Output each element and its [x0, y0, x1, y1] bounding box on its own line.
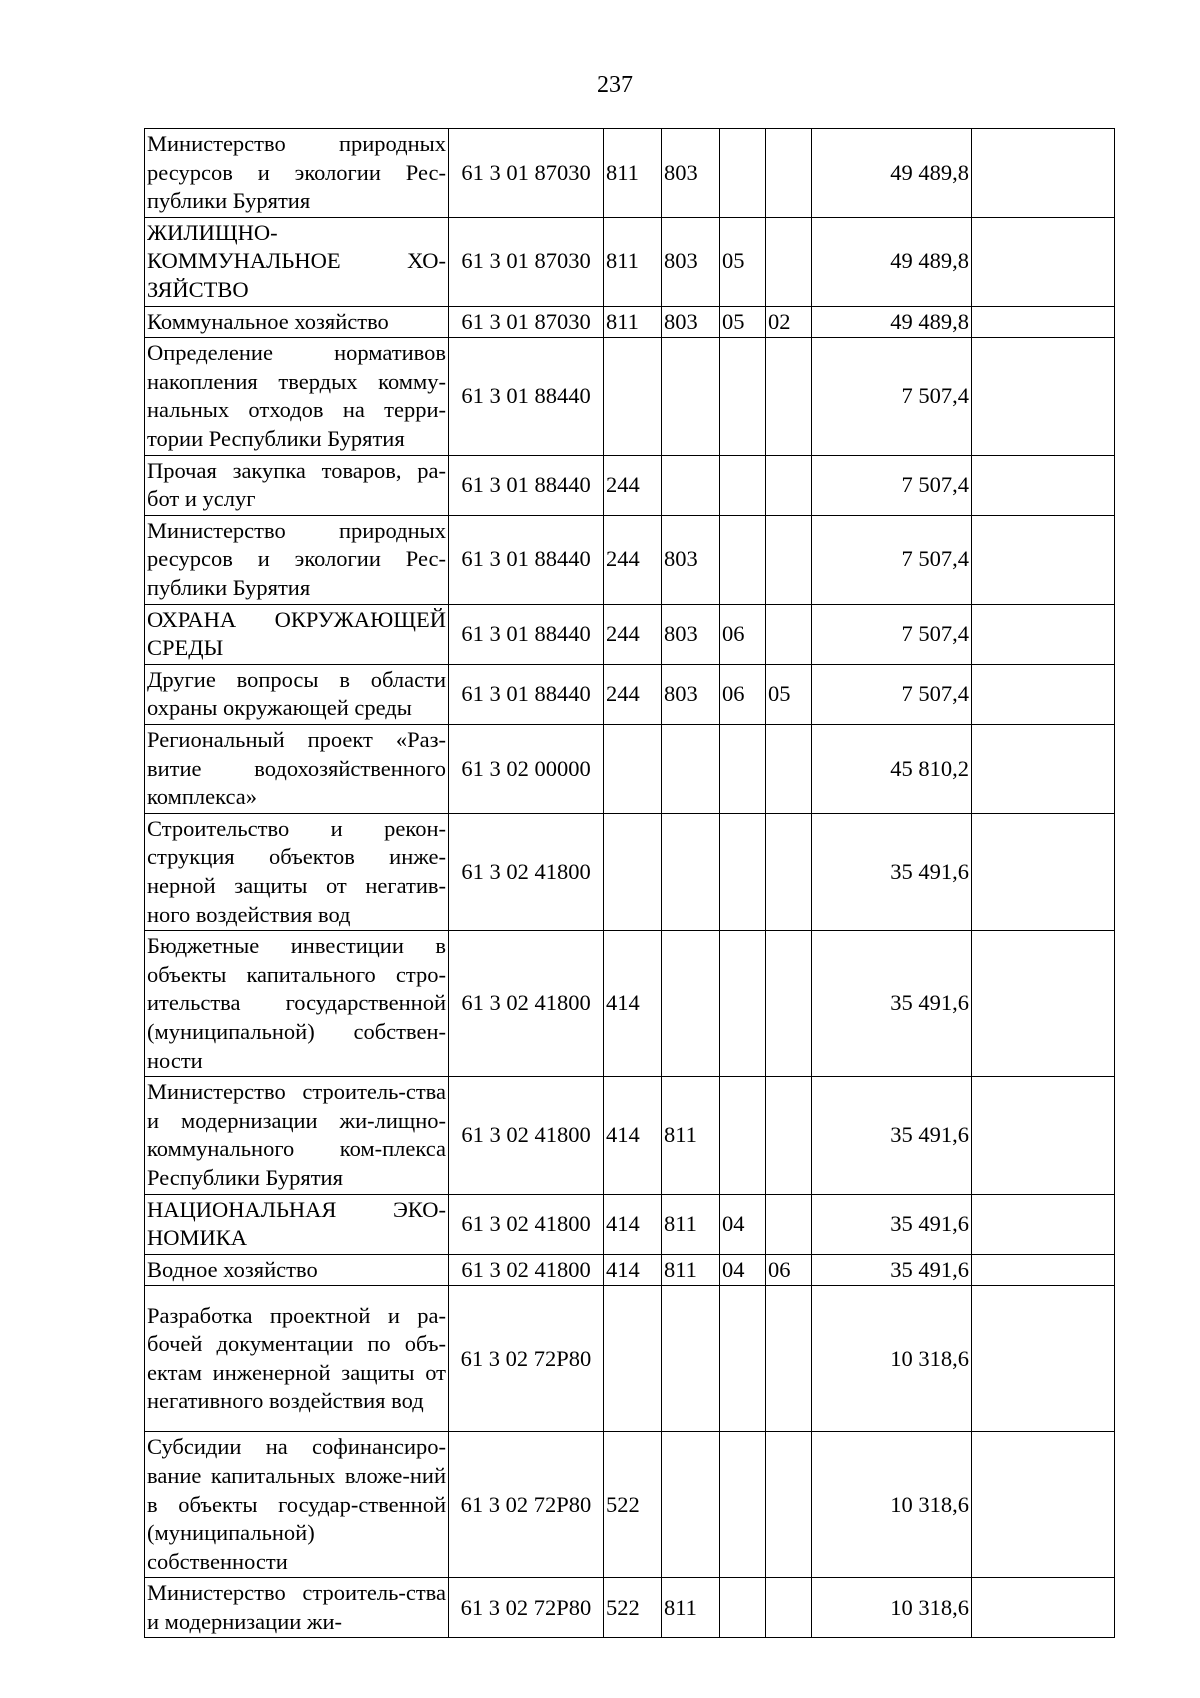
- row-name-cell: Разработка проектной и ра-бочей документации по объ-ектам инженерной защиты от негативного воздействия вод: [145, 1286, 449, 1432]
- main-administrator-cell: 803: [662, 604, 720, 664]
- amount-cell: 49 489,8: [812, 129, 972, 218]
- main-administrator-cell: 811: [662, 1254, 720, 1286]
- table-row: [145, 813, 1115, 930]
- target-article-cell: 61 3 02 41800: [449, 1194, 604, 1254]
- section-cell: [720, 1432, 766, 1578]
- expense-type-cell: 244: [604, 604, 662, 664]
- amount-cell: 7 507,4: [812, 338, 972, 455]
- amount-cell: 7 507,4: [812, 664, 972, 724]
- table-row: [145, 931, 1115, 1077]
- section-cell: 04: [720, 1194, 766, 1254]
- table-row: [145, 515, 1115, 604]
- amount-cell: 10 318,6: [812, 1432, 972, 1578]
- section-cell: [720, 455, 766, 515]
- amount-cell: 35 491,6: [812, 931, 972, 1077]
- subsection-cell: [766, 604, 812, 664]
- page-number: 237: [597, 72, 633, 98]
- target-article-cell: 61 3 02 41800: [449, 813, 604, 930]
- subsection-cell: [766, 1077, 812, 1194]
- budget-table: [144, 128, 1115, 1638]
- target-article-cell: 61 3 02 72Р80: [449, 1578, 604, 1638]
- table-row: [145, 1286, 1115, 1432]
- row-name-cell: Определение нормативов накопления твердых комму-нальных отходов на терри-тории Республики Бурятия: [145, 338, 449, 455]
- main-administrator-cell: [662, 931, 720, 1077]
- subsection-cell: [766, 129, 812, 218]
- main-administrator-cell: [662, 813, 720, 930]
- empty-cell: [972, 129, 1115, 218]
- expense-type-cell: 244: [604, 455, 662, 515]
- section-cell: [720, 1077, 766, 1194]
- amount-cell: 35 491,6: [812, 1254, 972, 1286]
- target-article-cell: 61 3 01 88440: [449, 664, 604, 724]
- target-article-cell: 61 3 01 88440: [449, 604, 604, 664]
- table-row: [145, 217, 1115, 306]
- amount-cell: 45 810,2: [812, 724, 972, 813]
- section-cell: 06: [720, 664, 766, 724]
- empty-cell: [972, 455, 1115, 515]
- target-article-cell: 61 3 01 87030: [449, 217, 604, 306]
- row-name-cell: Водное хозяйство: [145, 1254, 449, 1286]
- subsection-cell: [766, 515, 812, 604]
- main-administrator-cell: 803: [662, 306, 720, 338]
- target-article-cell: 61 3 01 87030: [449, 306, 604, 338]
- subsection-cell: [766, 724, 812, 813]
- target-article-cell: 61 3 02 72Р80: [449, 1286, 604, 1432]
- amount-cell: 7 507,4: [812, 455, 972, 515]
- main-administrator-cell: [662, 455, 720, 515]
- row-name-cell: Министерство природных ресурсов и экологии Рес-публики Бурятия: [145, 515, 449, 604]
- empty-cell: [972, 931, 1115, 1077]
- expense-type-cell: 811: [604, 129, 662, 218]
- subsection-cell: [766, 1194, 812, 1254]
- row-name-cell: Региональный проект «Раз-витие водохозяйственного комплекса»: [145, 724, 449, 813]
- section-cell: [720, 338, 766, 455]
- expense-type-cell: [604, 813, 662, 930]
- section-cell: [720, 515, 766, 604]
- empty-cell: [972, 1432, 1115, 1578]
- subsection-cell: [766, 217, 812, 306]
- main-administrator-cell: [662, 338, 720, 455]
- target-article-cell: 61 3 01 87030: [449, 129, 604, 218]
- expense-type-cell: 522: [604, 1432, 662, 1578]
- row-name-cell: Строительство и рекон-струкция объектов инже-нерной защиты от негатив-ного воздействия вод: [145, 813, 449, 930]
- main-administrator-cell: 811: [662, 1077, 720, 1194]
- table-row: [145, 1077, 1115, 1194]
- empty-cell: [972, 1286, 1115, 1432]
- main-administrator-cell: [662, 1432, 720, 1578]
- empty-cell: [972, 664, 1115, 724]
- subsection-cell: 02: [766, 306, 812, 338]
- expense-type-cell: [604, 338, 662, 455]
- subsection-cell: [766, 455, 812, 515]
- row-name-cell: Министерство строитель-ства и модернизации жи-лищно-коммунального ком-плекса Республики Бурятия: [145, 1077, 449, 1194]
- row-name-cell: ЖИЛИЩНО-КОММУНАЛЬНОЕ ХО-ЗЯЙСТВО: [145, 217, 449, 306]
- table-row: [145, 1254, 1115, 1286]
- section-cell: [720, 724, 766, 813]
- row-name-cell: Коммунальное хозяйство: [145, 306, 449, 338]
- row-name-cell: Министерство строитель-ства и модернизации жи-: [145, 1578, 449, 1638]
- main-administrator-cell: 803: [662, 217, 720, 306]
- section-cell: [720, 129, 766, 218]
- row-name-cell: Другие вопросы в области охраны окружающей среды: [145, 664, 449, 724]
- expense-type-cell: 244: [604, 664, 662, 724]
- empty-cell: [972, 306, 1115, 338]
- main-administrator-cell: 811: [662, 1194, 720, 1254]
- empty-cell: [972, 515, 1115, 604]
- table-row: [145, 338, 1115, 455]
- empty-cell: [972, 1077, 1115, 1194]
- table-row: [145, 455, 1115, 515]
- section-cell: [720, 931, 766, 1077]
- amount-cell: 49 489,8: [812, 217, 972, 306]
- section-cell: [720, 1286, 766, 1432]
- subsection-cell: [766, 1578, 812, 1638]
- target-article-cell: 61 3 01 88440: [449, 338, 604, 455]
- table-row: [145, 724, 1115, 813]
- subsection-cell: 06: [766, 1254, 812, 1286]
- empty-cell: [972, 1254, 1115, 1286]
- expense-type-cell: 414: [604, 931, 662, 1077]
- amount-cell: 10 318,6: [812, 1578, 972, 1638]
- main-administrator-cell: 803: [662, 515, 720, 604]
- section-cell: 04: [720, 1254, 766, 1286]
- expense-type-cell: 811: [604, 217, 662, 306]
- row-name-cell: Субсидии на софинансиро-вание капитальных вложе-ний в объекты государ-ственной (муниципальной) собственности: [145, 1432, 449, 1578]
- main-administrator-cell: 811: [662, 1578, 720, 1638]
- subsection-cell: [766, 338, 812, 455]
- section-cell: [720, 813, 766, 930]
- target-article-cell: 61 3 01 88440: [449, 515, 604, 604]
- amount-cell: 35 491,6: [812, 1194, 972, 1254]
- section-cell: 06: [720, 604, 766, 664]
- row-name-cell: Министерство природных ресурсов и экологии Рес-публики Бурятия: [145, 129, 449, 218]
- table-row: [145, 129, 1115, 218]
- subsection-cell: [766, 931, 812, 1077]
- expense-type-cell: 414: [604, 1254, 662, 1286]
- table-row: [145, 1432, 1115, 1578]
- table-row: [145, 664, 1115, 724]
- main-administrator-cell: [662, 1286, 720, 1432]
- empty-cell: [972, 217, 1115, 306]
- table-row: [145, 1194, 1115, 1254]
- target-article-cell: 61 3 01 88440: [449, 455, 604, 515]
- empty-cell: [972, 724, 1115, 813]
- target-article-cell: 61 3 02 72Р80: [449, 1432, 604, 1578]
- subsection-cell: [766, 1286, 812, 1432]
- expense-type-cell: 244: [604, 515, 662, 604]
- expense-type-cell: 811: [604, 306, 662, 338]
- target-article-cell: 61 3 02 00000: [449, 724, 604, 813]
- section-cell: [720, 1578, 766, 1638]
- target-article-cell: 61 3 02 41800: [449, 1077, 604, 1194]
- target-article-cell: 61 3 02 41800: [449, 1254, 604, 1286]
- target-article-cell: 61 3 02 41800: [449, 931, 604, 1077]
- empty-cell: [972, 813, 1115, 930]
- amount-cell: 35 491,6: [812, 1077, 972, 1194]
- empty-cell: [972, 1578, 1115, 1638]
- subsection-cell: 05: [766, 664, 812, 724]
- expense-type-cell: 414: [604, 1194, 662, 1254]
- table-row: [145, 1578, 1115, 1638]
- table-row: [145, 306, 1115, 338]
- table-row: [145, 604, 1115, 664]
- main-administrator-cell: 803: [662, 664, 720, 724]
- amount-cell: 10 318,6: [812, 1286, 972, 1432]
- amount-cell: 7 507,4: [812, 515, 972, 604]
- subsection-cell: [766, 1432, 812, 1578]
- row-name-cell: Бюджетные инвестиции в объекты капитального стро-ительства государственной (муниципальной) собствен-ности: [145, 931, 449, 1077]
- amount-cell: 49 489,8: [812, 306, 972, 338]
- table-body: [145, 129, 1115, 1638]
- expense-type-cell: [604, 724, 662, 813]
- empty-cell: [972, 604, 1115, 664]
- amount-cell: 35 491,6: [812, 813, 972, 930]
- expense-type-cell: [604, 1286, 662, 1432]
- section-cell: 05: [720, 217, 766, 306]
- main-administrator-cell: 803: [662, 129, 720, 218]
- expense-type-cell: 522: [604, 1578, 662, 1638]
- subsection-cell: [766, 813, 812, 930]
- amount-cell: 7 507,4: [812, 604, 972, 664]
- empty-cell: [972, 338, 1115, 455]
- row-name-cell: ОХРАНА ОКРУЖАЮЩЕЙ СРЕДЫ: [145, 604, 449, 664]
- main-administrator-cell: [662, 724, 720, 813]
- row-name-cell: НАЦИОНАЛЬНАЯ ЭКО-НОМИКА: [145, 1194, 449, 1254]
- empty-cell: [972, 1194, 1115, 1254]
- expense-type-cell: 414: [604, 1077, 662, 1194]
- row-name-cell: Прочая закупка товаров, ра-бот и услуг: [145, 455, 449, 515]
- section-cell: 05: [720, 306, 766, 338]
